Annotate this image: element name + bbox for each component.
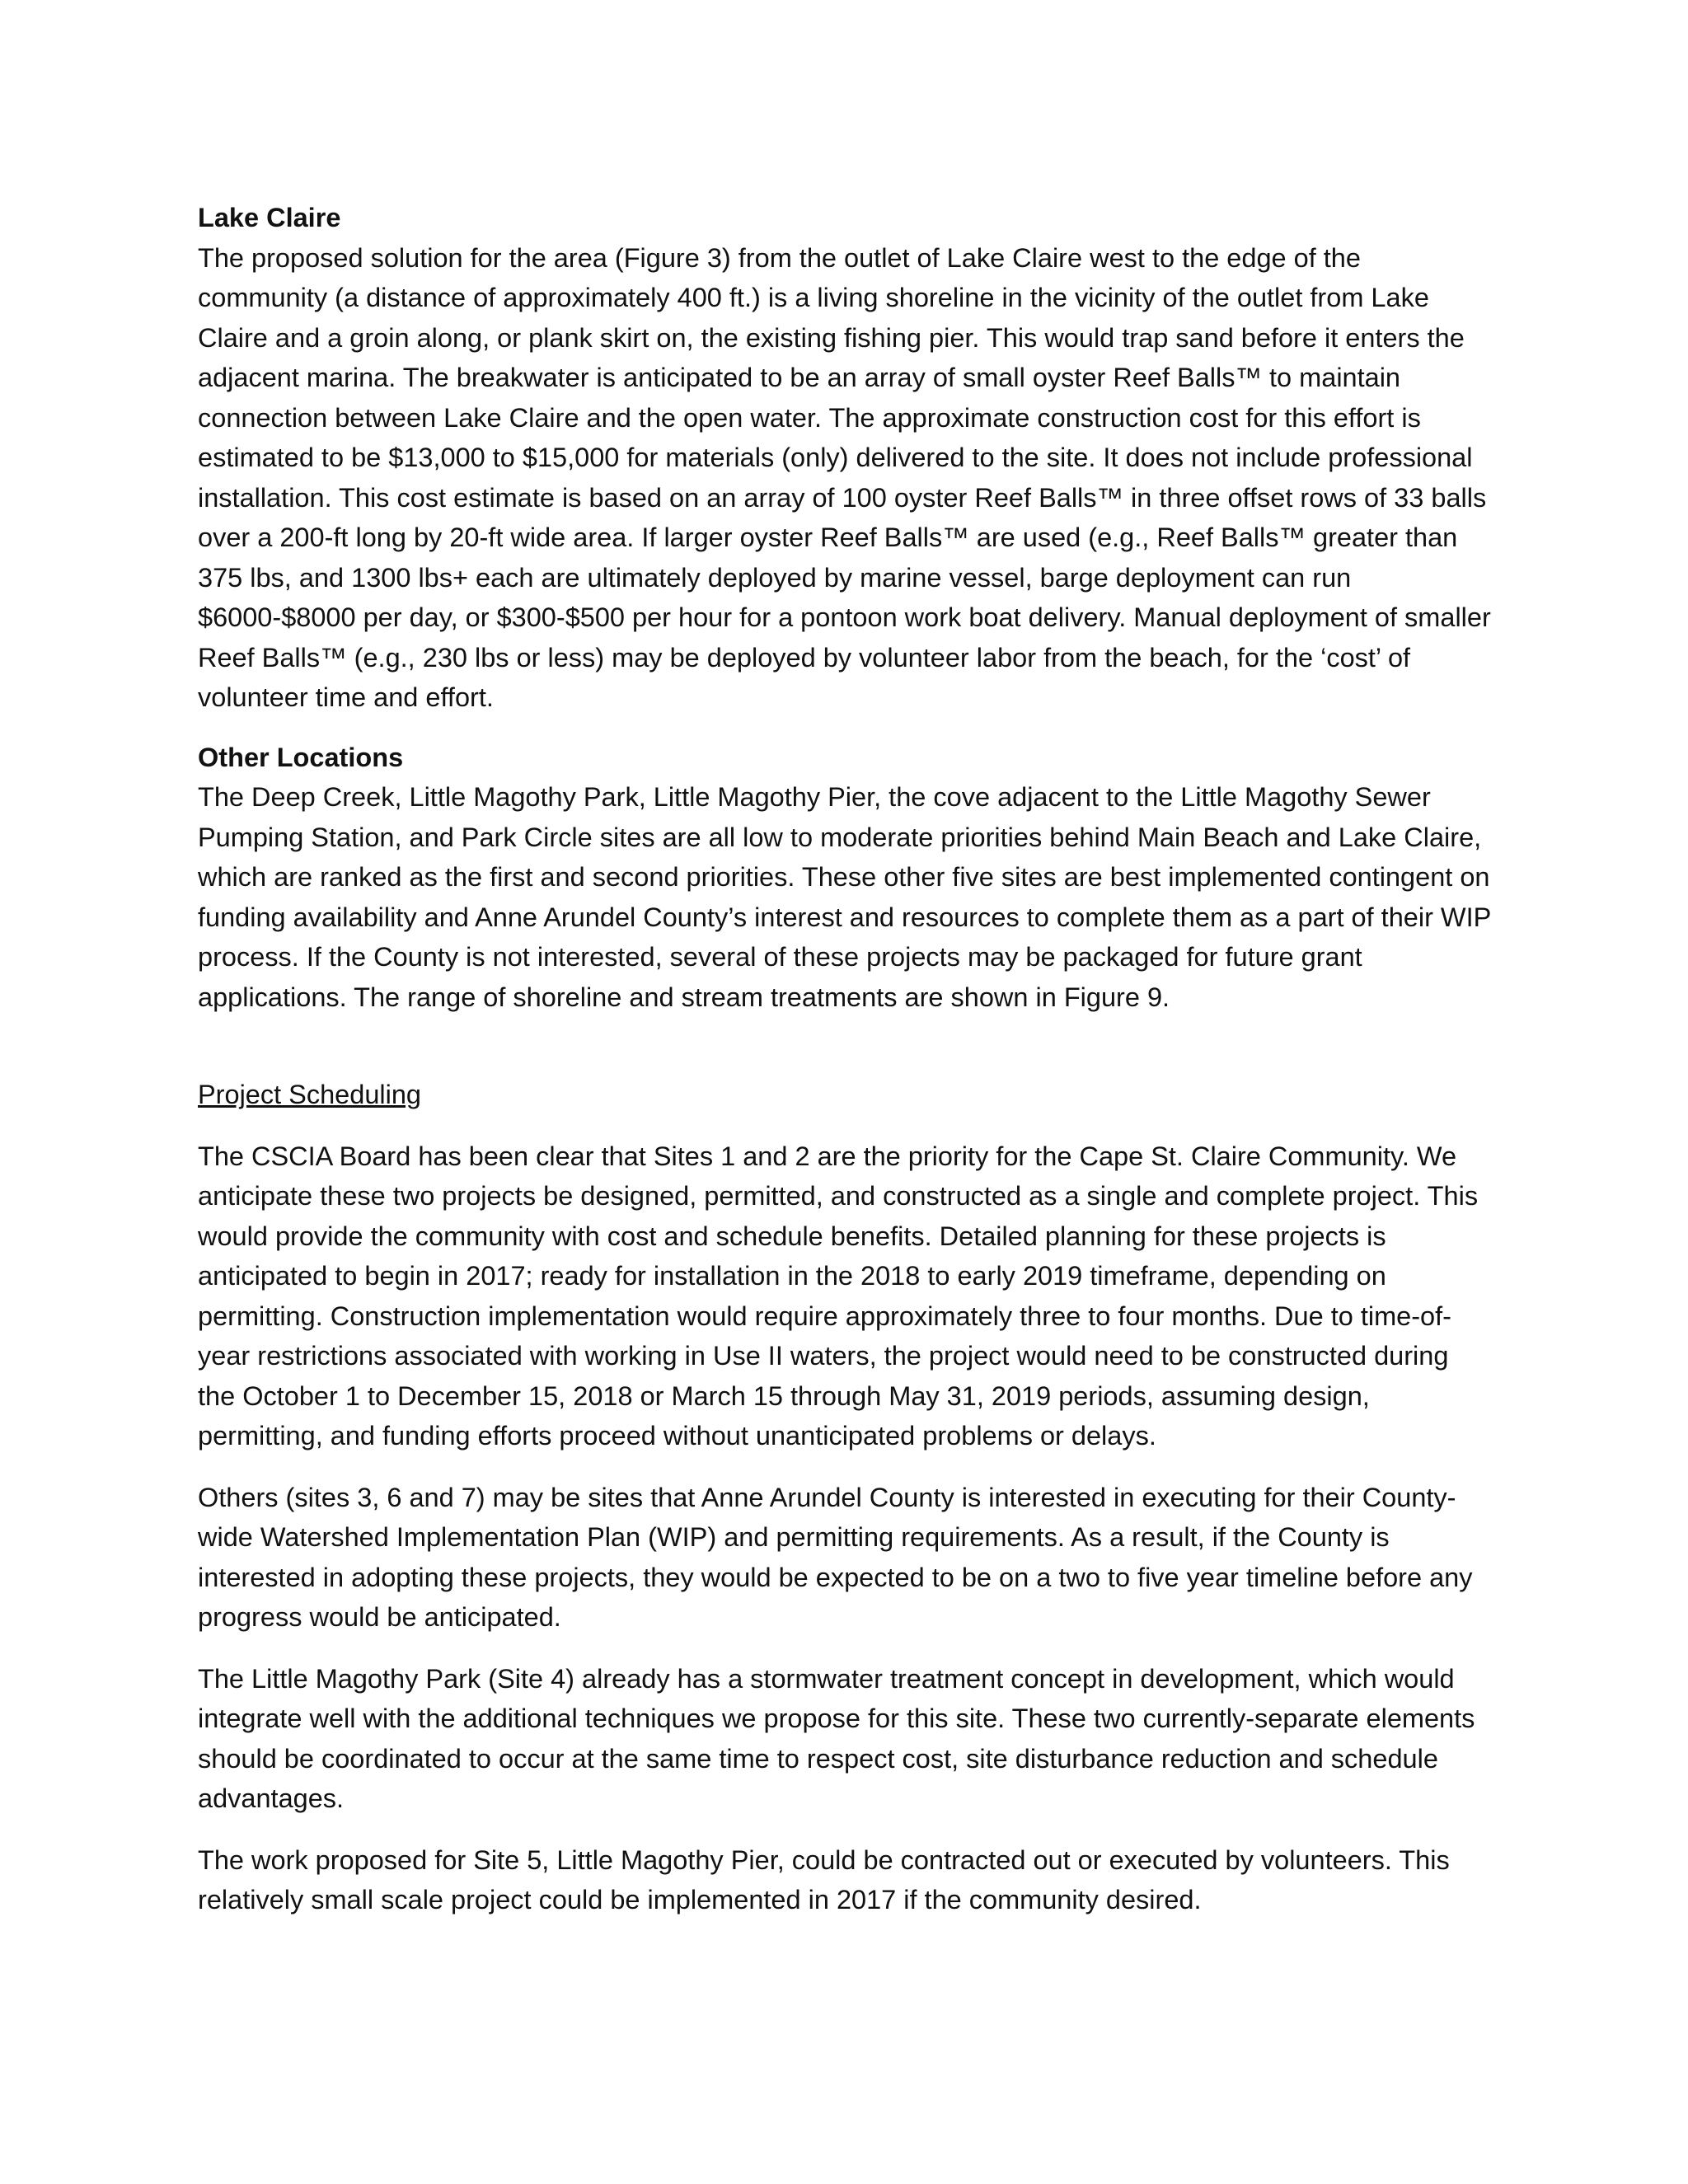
- paragraph-lake-claire: The proposed solution for the area (Figure 3) from the outlet of Lake Claire west to the edge of the community (a distance of approximately 400 ft.) is a living shoreline in the vicinity of the outlet from Lake Claire and a groin along, or plank skirt on, the existing fishing pier. This would trap sand before it enters the adjacent marina. The breakwater is anticipated to be an array of small oyster Reef Balls™ to maintain connection between Lake Claire and the open water. The approximate construction cost for this effort is estimated to be $13,000 to $15,000 for materials (only) delivered to the site. It does not include professional installation. This cost estimate is based on an array of 100 oyster Reef Balls™ in three offset rows of 33 balls over a 200-ft long by 20-ft wide area. If larger oyster Reef Balls™ are used (e.g., Reef Balls™ greater than 375 lbs, and 1300 lbs+ each are ultimately deployed by marine vessel, barge deployment can run $6000-$8000 per day, or $300-$500 per hour for a pontoon work boat delivery. Manual deployment of smaller Reef Balls™ (e.g., 230 lbs or less) may be deployed by volunteer labor from the beach, for the ‘cost’ of volunteer time and effort.: [198, 242, 1491, 712]
- section-heading-project-scheduling: Project Scheduling: [198, 1080, 421, 1109]
- paragraph-scheduling-2: Others (sites 3, 6 and 7) may be sites that Anne Arundel County is interested in executing for their County-wide Watershed Implementation Plan (WIP) and permitting requirements. As a result, if the County is interested in adopting these projects, they would be expected to be on a two to five year timeline before any progress would be anticipated.: [198, 1482, 1473, 1632]
- paragraph-other-locations: The Deep Creek, Little Magothy Park, Little Magothy Pier, the cove adjacent to the Little Magothy Sewer Pumping Station, and Park Circle sites are all low to moderate priorities behind Main Beach and Lake Claire, which are ranked as the first and second priorities. These other five sites are best implemented contingent on funding availability and Anne Arundel County’s interest and resources to complete them as a part of their WIP process. If the County is not interested, several of these projects may be packaged for future grant applications. The range of shoreline and stream treatments are shown in Figure 9.: [198, 782, 1491, 1012]
- section-heading-other-locations: Other Locations: [198, 742, 404, 772]
- paragraph-scheduling-1: The CSCIA Board has been clear that Sites 1 and 2 are the priority for the Cape St. Claire Community. We anticipate these two projects be designed, permitted, and constructed as a single and complete project. This would provide the community with cost and schedule benefits. Detailed planning for these projects is anticipated to begin in 2017; ready for installation in the 2018 to early 2019 timeframe, depending on permitting. Construction implementation would require approximately three to four months. Due to time-of-year restrictions associated with working in Use II waters, the project would need to be constructed during the October 1 to December 15, 2018 or March 15 through May 31, 2019 periods, assuming design, permitting, and funding efforts proceed without unanticipated problems or delays.: [198, 1141, 1479, 1451]
- paragraph-scheduling-4: The work proposed for Site 5, Little Magothy Pier, could be contracted out or executed by volunteers. This relatively small scale project could be implemented in 2017 if the community desired.: [198, 1844, 1450, 1915]
- document-body: [198, 198, 1492, 1920]
- paragraph-scheduling-3: The Little Magothy Park (Site 4) already has a stormwater treatment concept in development, which would integrate well with the additional techniques we propose for this site. These two currently-separate elements should be coordinated to occur at the same time to respect cost, site disturbance reduction and schedule advantages.: [198, 1663, 1475, 1813]
- section-heading-lake-claire: Lake Claire: [198, 203, 341, 232]
